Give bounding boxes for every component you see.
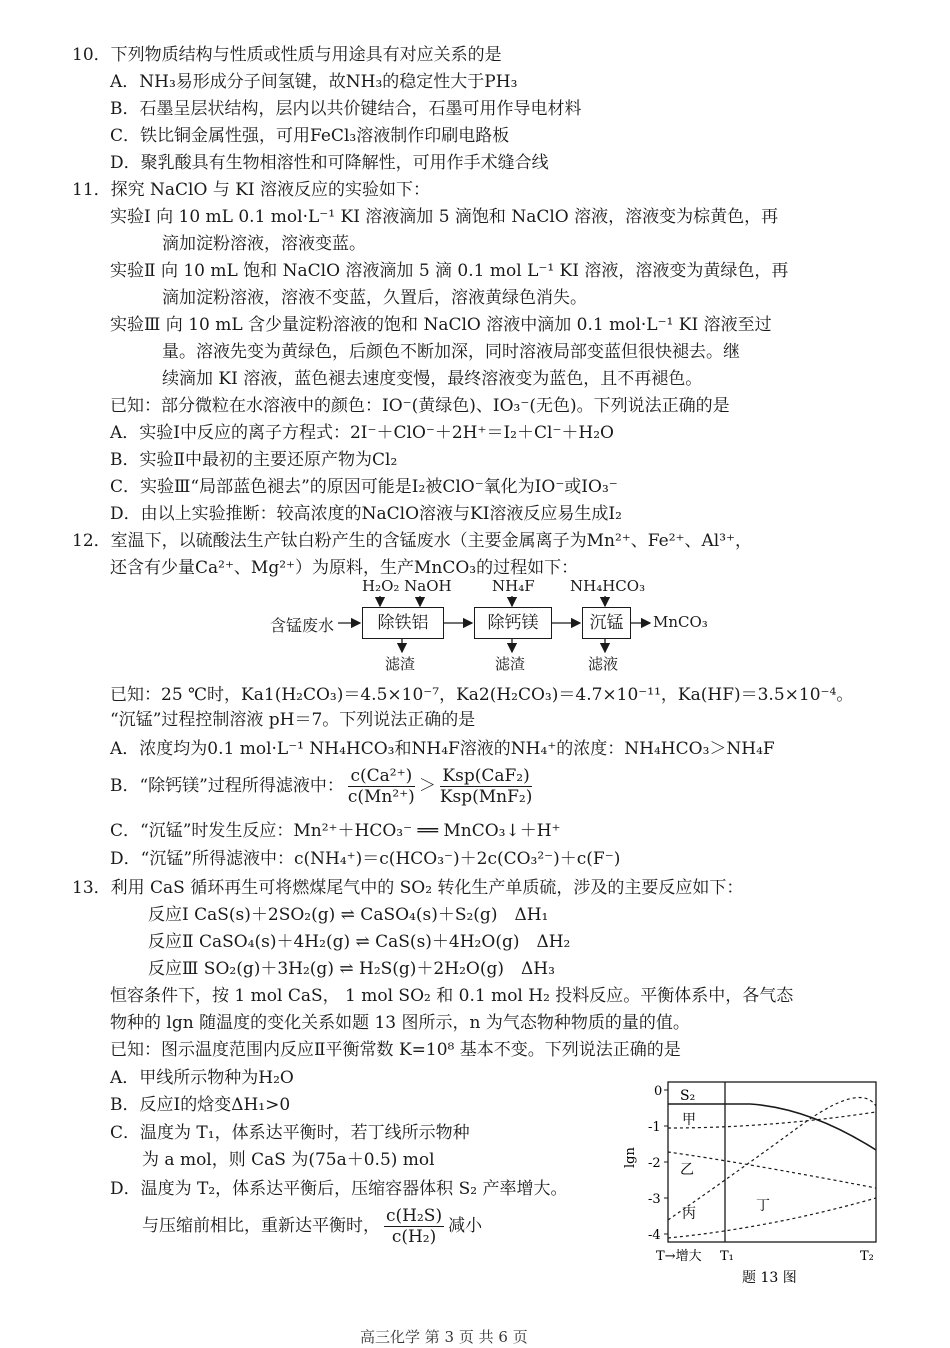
q12-stem-line2: 还含有少量Ca²⁺、Mg²⁺）为原料，生产MnCO₃的过程如下： (110, 558, 579, 578)
x-axis-label: T→增大 (656, 1249, 702, 1264)
q12-option-a: A．浓度均为0.1 mol·L⁻¹ NH₄HCO₃和NH₄F溶液的NH₄⁺的浓度：NH₄HCO₃＞NH₄F (110, 739, 775, 759)
curve-jia (668, 1112, 876, 1128)
curve-label-yi: 乙 (680, 1162, 694, 1178)
q13-option-a: A．甲线所示物种为H₂O (110, 1068, 294, 1088)
q11-known: 已知：部分微粒在水溶液中的颜色：IO⁻(黄绿色)、IO₃⁻(无色)。下列说法正确的是 (110, 396, 730, 416)
y-tick-label: -2 (648, 1156, 661, 1171)
flow-input: 含锰废水 (270, 616, 335, 635)
fraction-ca-mn (348, 766, 415, 807)
figure-caption: 题 13 图 (742, 1270, 797, 1286)
q10-stem: 10．下列物质结构与性质或性质与用途具有对应关系的是 (72, 45, 502, 65)
q12-option-c: C．“沉锰”时发生反应：Mn²⁺＋HCO₃⁻ ══ MnCO₃↓＋H⁺ (110, 821, 561, 841)
curve-label-bing: 丙 (682, 1206, 696, 1222)
curve-bing (668, 1098, 876, 1220)
q10-option-c: C．铁比铜金属性强，可用FeCl₃溶液制作印刷电路板 (110, 126, 510, 146)
curve-label-jia: 甲 (682, 1112, 696, 1128)
q11-exp1-line1: 实验Ⅰ 向 10 mL 0.1 mol·L⁻¹ KI 溶液滴加 5 滴饱和 NaClO 溶液，溶液变为棕黄色，再 (110, 207, 779, 227)
q11-option-d: D．由以上实验推断：较高浓度的NaClO溶液与KI溶液反应易生成I₂ (110, 504, 622, 524)
q13-option-d-line2 (142, 1204, 482, 1248)
page-footer: 高三化学 第 3 页 共 6 页 (360, 1328, 528, 1346)
y-tick-label: -1 (648, 1120, 661, 1135)
flow-reagent-1: H₂O₂ NaOH (362, 577, 452, 595)
q11-exp3-line1: 实验Ⅲ 向 10 mL 含少量淀粉溶液的饱和 NaClO 溶液中滴加 0.1 mol·L⁻¹ KI 溶液至过 (110, 315, 772, 335)
t1-label: T₁ (720, 1249, 734, 1264)
curve-ding (668, 1198, 876, 1238)
q12-option-d: D．“沉锰”所得滤液中：c(NH₄⁺)＝c(HCO₃⁻)＋2c(CO₃²⁻)＋c(F⁻) (110, 849, 621, 869)
q11-exp1-line2: 滴加淀粉溶液，溶液变蓝。 (162, 234, 366, 254)
flow-step-2: 除钙镁 (474, 607, 552, 639)
fraction-denominator: c(Mn²⁺) (347, 787, 415, 807)
q12-stem-line1: 12．室温下，以硫酸法生产钛白粉产生的含锰废水（主要金属离子为Mn²⁺、Fe²⁺、Al³⁺， (72, 531, 752, 551)
fraction-numerator: Ksp(CaF₂) (440, 766, 533, 787)
fraction-denominator: Ksp(MnF₂) (439, 787, 533, 807)
q13-option-d-line1: D．温度为 T₂，体系达平衡后，压缩容器体积 S₂ 产率增大。 (110, 1179, 568, 1199)
flow-reagent-3: NH₄HCO₃ (570, 577, 646, 595)
fraction-ksp (440, 766, 533, 807)
flow-output-2: 滤渣 (495, 655, 526, 673)
y-tick-label: -3 (648, 1192, 661, 1207)
q13-option-d-text: 与压缩前相比，重新达平衡时， (142, 1216, 380, 1236)
q11-option-a: A．实验Ⅰ中反应的离子方程式：2I⁻＋ClO⁻＋2H⁺＝I₂＋Cl⁻＋H₂O (110, 423, 614, 443)
q12-known-line2: “沉锰”过程控制溶液 pH＝7。下列说法正确的是 (110, 710, 476, 730)
q13-reaction-3: 反应Ⅲ SO₂(g)＋3H₂(g) ⇌ H₂S(g)＋2H₂O(g) ΔH₃ (148, 959, 555, 979)
fraction-denominator: c(H₂) (391, 1227, 437, 1247)
q10-option-d: D．聚乳酸具有生物相溶性和可降解性，可用作手术缝合线 (110, 153, 549, 173)
y-axis-label: lgn (623, 1147, 638, 1168)
q13-condition-line1: 恒容条件下，按 1 mol CaS， 1 mol SO₂ 和 0.1 mol H₂ 投料反应。平衡体系中，各气态 (110, 986, 794, 1006)
q13-option-c-line1: C．温度为 T₁，体系达平衡时，若丁线所示物种 (110, 1123, 470, 1143)
q11-exp2-line1: 实验Ⅱ 向 10 mL 饱和 NaClO 溶液滴加 5 滴 0.1 mol L⁻¹ KI 溶液，溶液变为黄绿色，再 (110, 261, 789, 281)
flow-product: MnCO₃ (653, 613, 708, 631)
q13-stem: 13．利用 CaS 循环再生可将燃煤尾气中的 SO₂ 转化生产单质硫，涉及的主要反应如下： (72, 878, 744, 898)
q11-exp2-line2: 滴加淀粉溶液，溶液不变蓝，久置后，溶液黄绿色消失。 (162, 288, 587, 308)
flow-step-3: 沉锰 (582, 607, 631, 639)
figure-13 (620, 1070, 890, 1290)
flow-output-3: 滤液 (588, 655, 619, 673)
q11-option-b: B．实验Ⅱ中最初的主要还原产物为Cl₂ (110, 450, 398, 470)
q13-option-b: B．反应Ⅰ的焓变ΔH₁>0 (110, 1095, 291, 1115)
q13-option-c-line2: 为 a mol，则 CaS 为(75a＋0.5) mol (142, 1150, 435, 1170)
q11-option-c: C．实验Ⅲ“局部蓝色褪去”的原因可能是I₂被ClO⁻氧化为IO⁻或IO₃⁻ (110, 477, 618, 497)
q13-option-d-end: 减小 (448, 1216, 483, 1236)
curve-label-ding: 丁 (756, 1198, 770, 1214)
fraction-numerator: c(Ca²⁺) (348, 766, 415, 787)
curve-label-s2: S₂ (680, 1088, 696, 1104)
q13-reaction-1: 反应Ⅰ CaS(s)＋2SO₂(g) ⇌ CaSO₄(s)＋S₂(g) ΔH₁ (148, 905, 549, 925)
y-tick-label: -4 (648, 1228, 661, 1243)
q12-option-b (110, 764, 536, 808)
t2-label: T₂ (860, 1249, 874, 1264)
q11-stem: 11．探究 NaClO 与 KI 溶液反应的实验如下： (72, 180, 431, 200)
q13-condition-line2: 物种的 lgn 随温度的变化关系如题 13 图所示，n 为气态物种物质的量的值。 (110, 1013, 690, 1033)
fraction-h2s-h2 (384, 1206, 444, 1247)
q10-option-b: B．石墨呈层状结构，层内以共价键结合，石墨可用作导电材料 (110, 99, 582, 119)
curve-s2 (668, 1104, 876, 1150)
curve-yi (668, 1152, 876, 1188)
q11-exp3-line3: 续滴加 KI 溶液，蓝色褪去速度变慢，最终溶液变为蓝色，且不再褪色。 (162, 369, 703, 389)
q13-known: 已知：图示温度范围内反应Ⅱ平衡常数 K=10⁸ 基本不变。下列说法正确的是 (110, 1040, 681, 1060)
fraction-numerator: c(H₂S) (386, 1206, 443, 1226)
flow-output-1: 滤渣 (385, 655, 416, 673)
flow-step-1: 除铁铝 (362, 607, 444, 639)
greater-than: ＞ (418, 776, 436, 796)
q12-known-line1: 已知：25 ℃时，Ka1(H₂CO₃)＝4.5×10⁻⁷，Ka2(H₂CO₃)＝4.7×10⁻¹¹，Ka(HF)＝3.5×10⁻⁴。 (110, 685, 854, 705)
q13-reaction-2: 反应Ⅱ CaSO₄(s)＋4H₂(g) ⇌ CaS(s)＋4H₂O(g) ΔH₂ (148, 932, 571, 952)
flow-reagent-2: NH₄F (492, 577, 535, 595)
q11-exp3-line2: 量。溶液先变为黄绿色，后颜色不断加深，同时溶液局部变蓝但很快褪去。继 (162, 342, 740, 362)
y-tick-label: 0 (654, 1084, 663, 1099)
q10-option-a: A．NH₃易形成分子间氢键，故NH₃的稳定性大于PH₃ (110, 72, 518, 92)
q12-option-b-text: B．“除钙镁”过程所得滤液中： (110, 776, 344, 796)
